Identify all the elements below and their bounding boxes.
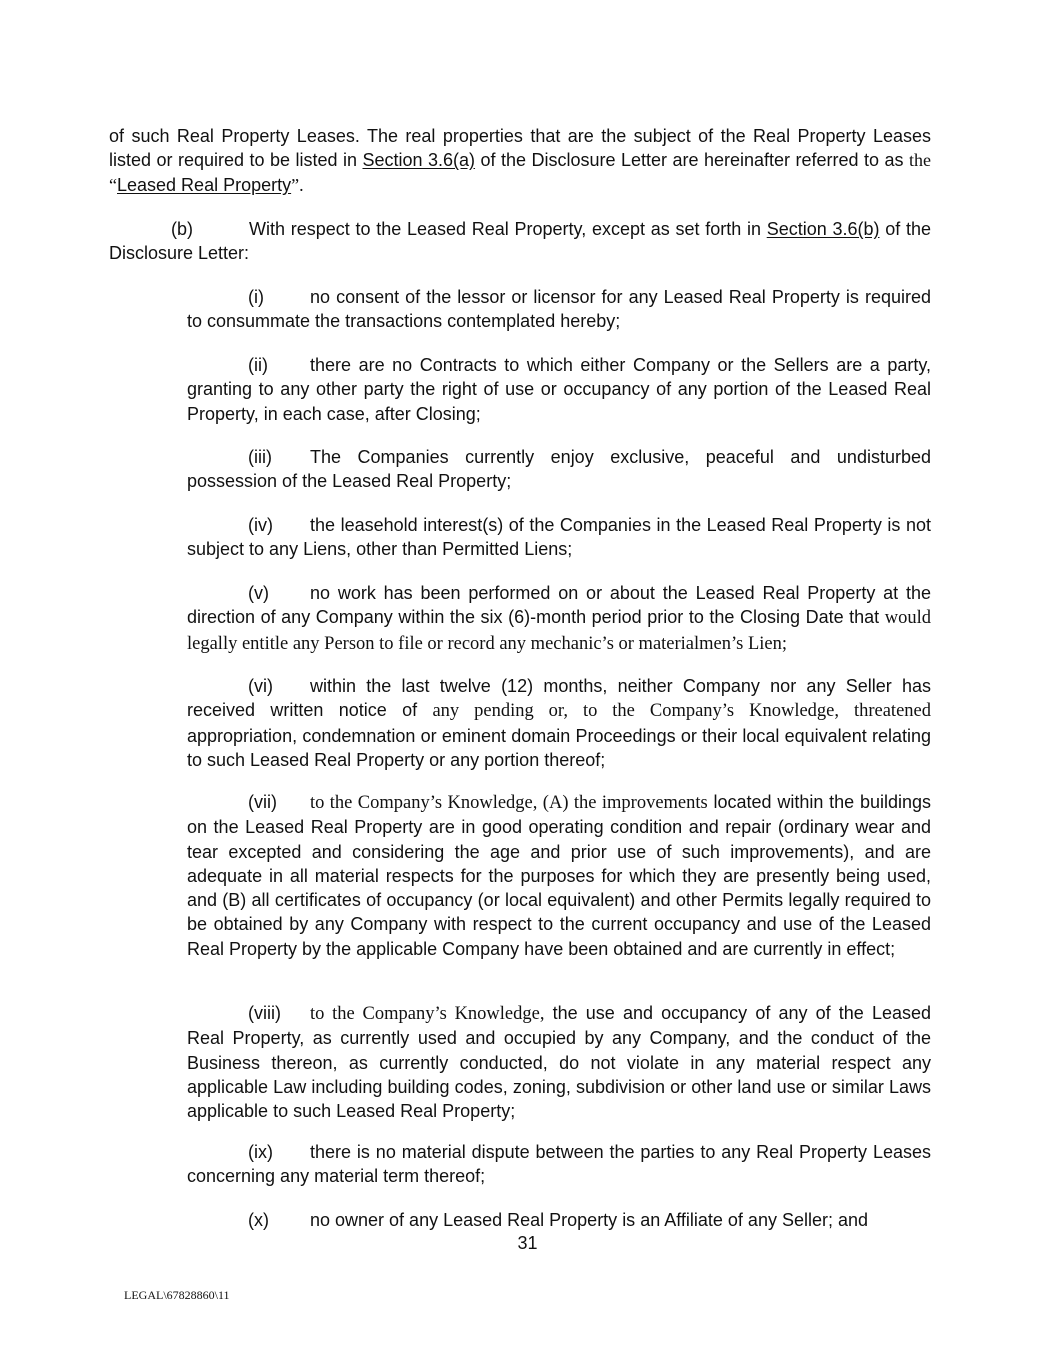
- item-label: (ii): [248, 355, 268, 375]
- paragraph-b: (b) With respect to the Leased Real Property, except as set forth in Section 3.6(b) of the Disclosure Letter:: [109, 219, 931, 264]
- list-item: (iv) the leasehold interest(s) of the Companies in the Leased Real Property is not subject to any Liens, other than Permitted Liens;: [187, 515, 931, 560]
- item-label: (viii): [248, 1003, 281, 1023]
- item-label: (ix): [248, 1142, 273, 1162]
- list-item: (iii) The Companies currently enjoy exclusive, peaceful and undisturbed possession of the Leased Real Property;: [187, 447, 931, 492]
- item-label: (vi): [248, 676, 273, 696]
- item-label: (i): [248, 287, 264, 307]
- section-reference: Section 3.6(a): [362, 150, 476, 171]
- section-reference: Section 3.6(b): [766, 219, 880, 239]
- item-label: (v): [248, 583, 269, 603]
- page-number: 31: [517, 1233, 538, 1253]
- list-item: (i) no consent of the lessor or licensor for any Leased Real Property is required to consummate the transactions contemplated hereby;: [187, 287, 931, 332]
- item-label: (iii): [248, 447, 272, 467]
- item-label: (iv): [248, 515, 273, 535]
- paragraph-label: (b): [171, 219, 193, 239]
- intro-paragraph: of such Real Property Leases. The real properties that are the subject of the Real Property Leases listed or required to be listed in Section 3.6(a) of the Disclosure Letter are hereinafter referred to as the “Leased Real Property”.: [109, 126, 932, 195]
- list-item: (vii) to the Company’s Knowledge, (A) the improvements located within the buildings on the Leased Real Property are in good operating condition and repair (ordinary wear and tear excepted and considering the age and prior use of such improvements), and are adequate in all material respects for the purposes for which they are presently being used, and (B) all certificates of occupancy (or local equivalent) and other Permits legally required to be obtained by any Company with respect to the current occupancy and use of the Leased Real Property by the applicable Company have been obtained and are currently in effect;: [187, 792, 931, 959]
- document-footer-code: LEGAL\67828860\11: [124, 1288, 230, 1302]
- list-item: (x) no owner of any Leased Real Property is an Affiliate of any Seller; and: [187, 1208, 931, 1232]
- list-item: (vi) within the last twelve (12) months, neither Company nor any Seller has received written notice of any pending or, to the Company’s Knowledge, threatened appropriation, condemnation or eminent domain Proceedings or their local equivalent relating to such Leased Real Property or any portion thereof;: [187, 676, 931, 770]
- defined-term: Leased Real Property: [117, 174, 292, 195]
- item-label: (x): [248, 1210, 269, 1230]
- list-item: (v) no work has been performed on or about the Leased Real Property at the direction of any Company within the six (6)-month period prior to the Closing Date that would legally entitle any Person to file or record any mechanic’s or materialmen’s Lien;: [187, 583, 931, 654]
- item-label: (vii): [248, 792, 277, 812]
- list-item: (viii) to the Company’s Knowledge, the use and occupancy of any of the Leased Real Property, as currently used and occupied by any Company, and the conduct of the Business thereon, as currently conducted, do not violate in any material respect any applicable Law including building codes, zoning, subdivision or other land use or similar Laws applicable to such Leased Real Property;: [187, 1003, 931, 1122]
- list-item: (ii) there are no Contracts to which either Company or the Sellers are a party, granting to any other party the right of use or occupancy of any portion of the Leased Real Property, in each case, after Closing;: [187, 355, 931, 424]
- list-item: (ix) there is no material dispute between the parties to any Real Property Leases concerning any material term thereof;: [187, 1142, 931, 1187]
